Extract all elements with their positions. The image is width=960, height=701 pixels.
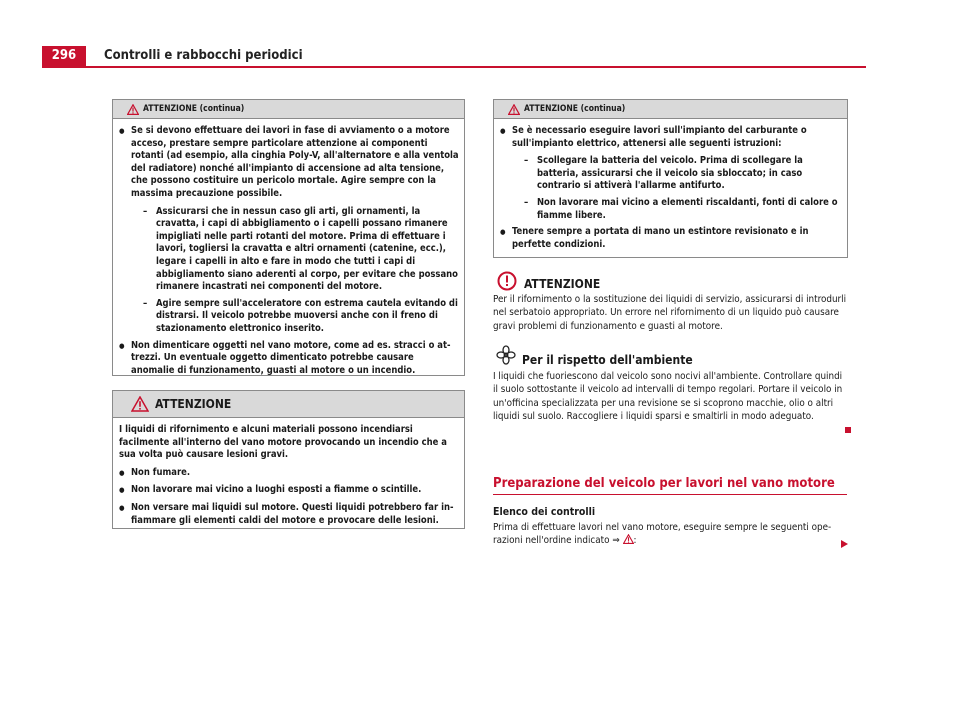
warning-dash-item: – Scollegare la batteria del veicolo. Prima di scollegare la batteria, assicurarsi che il veicolo sia sbloccato; in caso contrario si attiverà l'allarme antifurto. [500, 155, 842, 193]
section-subtitle: Elenco dei controlli [493, 506, 596, 518]
warning-dash-item: – Assicurarsi che in nessun caso gli arti, gli ornamenti, la cravatta, i capi di abbigliamento o i capelli possano rimanere impigliati nelle parti rotanti del motore. Prima di effettuare i lavori, togliersi la cravatta e altri ornamenti (catenine, ecc.), legare i capelli in alto e fare in modo che tutti i capi di abbigliamento siano aderenti al corpo, per evitare che possano rimanere incastrati nei componenti del motore. [119, 206, 459, 294]
warning-bullet: ● Tenere sempre a portata di mano un estintore revisionato e in perfette condizioni. [500, 226, 842, 251]
environment-text: I liquidi che fuoriescono dal veicolo sono nocivi all'ambiente. Controllare quindi il suolo sottostante il veicolo ad intervalli di tempo regolari. Portare il veicolo in un'officina specializzata per una revisione se si scoprono macchie, olio o altri liquidi sul suolo. Raccogliere i liquidi sparsi e smaltirli in modo adeguato. [493, 371, 843, 423]
environment-flower-icon [496, 345, 516, 365]
exclamation-circle-icon [497, 271, 517, 291]
section-text-body: Prima di effettuare lavori nel vano motore, eseguire sempre le seguenti operazioni nell'ordine indicato ⇒ [493, 522, 832, 547]
section-text [493, 521, 833, 548]
warning-box-continued-left [112, 99, 465, 376]
warning-box-header [113, 100, 464, 119]
page-number: 296 [42, 46, 86, 66]
warning-box-title: ATTENZIONE [155, 397, 232, 411]
end-marker-icon [845, 427, 851, 433]
page-header [42, 46, 866, 68]
warning-box-title: ATTENZIONE (continua) [524, 104, 626, 114]
warning-bullet: ● Non dimenticare oggetti nel vano motore, come ad es. stracci o attrezzi. Un eventuale oggetto dimenticato potrebbe causare anomalie di funzionamento, guasti al motore o un incendio. [119, 340, 459, 378]
warning-dash-item: – Non lavorare mai vicino a elementi riscaldanti, fonti di calore o fiamme libere. [500, 197, 842, 222]
warning-bullet: ● Se si devono effettuare dei lavori in fase di avviamento o a motore acceso, prestare sempre particolare attenzione ai componenti rotanti (ad esempio, alla cinghia Poly-V, all'alternatore e alla ventola del radiatore) nonché all'impianto di accensione ad alta tensione, che possono costituire un pericolo mortale. Agire sempre con la massima precauzione possibile. [119, 125, 459, 201]
warning-dash-item: – Agire sempre sull'acceleratore con estrema cautela evitando di distrarsi. Il veicolo potrebbe muoversi anche con il freno di stazionamento elettronico inserito. [119, 298, 459, 336]
warning-box-fire [112, 390, 465, 529]
caution-title: ATTENZIONE [524, 277, 601, 291]
warning-box-header [494, 100, 847, 119]
warning-intro: I liquidi di rifornimento e alcuni materiali possono incendiarsi facilmente all'interno del vano motore provocando un incendio che a sua volta può causare lesioni gravi. [119, 424, 447, 461]
warning-triangle-icon [131, 396, 149, 412]
warning-bullet: ● Non fumare. [119, 467, 459, 480]
warning-box-header [113, 391, 464, 418]
section-title: Preparazione del veicolo per lavori nel vano motore [493, 476, 847, 495]
warning-box-continued-right [493, 99, 848, 258]
warning-triangle-icon [127, 104, 139, 115]
warning-bullet: ● Non versare mai liquidi sul motore. Questi liquidi potrebbero far infiammare gli elementi caldi del motore e provocare delle lesioni. [119, 502, 459, 527]
warning-bullet: ● Se è necessario eseguire lavori sull'impianto del carburante o sull'impianto elettrico, attenersi alle seguenti istruzioni: [500, 125, 842, 150]
warning-triangle-icon [508, 104, 520, 115]
warning-bullet: ● Non lavorare mai vicino a luoghi esposti a fiamme o scintille. [119, 484, 459, 497]
environment-title: Per il rispetto dell'ambiente [522, 353, 693, 367]
continue-arrow-icon [841, 540, 848, 548]
caution-text: Per il rifornimento o la sostituzione dei liquidi di servizio, assicurarsi di introdurli nel serbatoio appropriato. Un errore nel rifornimento di un liquido può causare gravi problemi di funzionamento e guasti al motore. [493, 294, 847, 332]
warning-box-title: ATTENZIONE (continua) [143, 104, 245, 114]
warning-reference-icon [623, 534, 634, 544]
section-text-end: : [633, 535, 637, 547]
page-title: Controlli e rabbocchi periodici [104, 48, 303, 63]
